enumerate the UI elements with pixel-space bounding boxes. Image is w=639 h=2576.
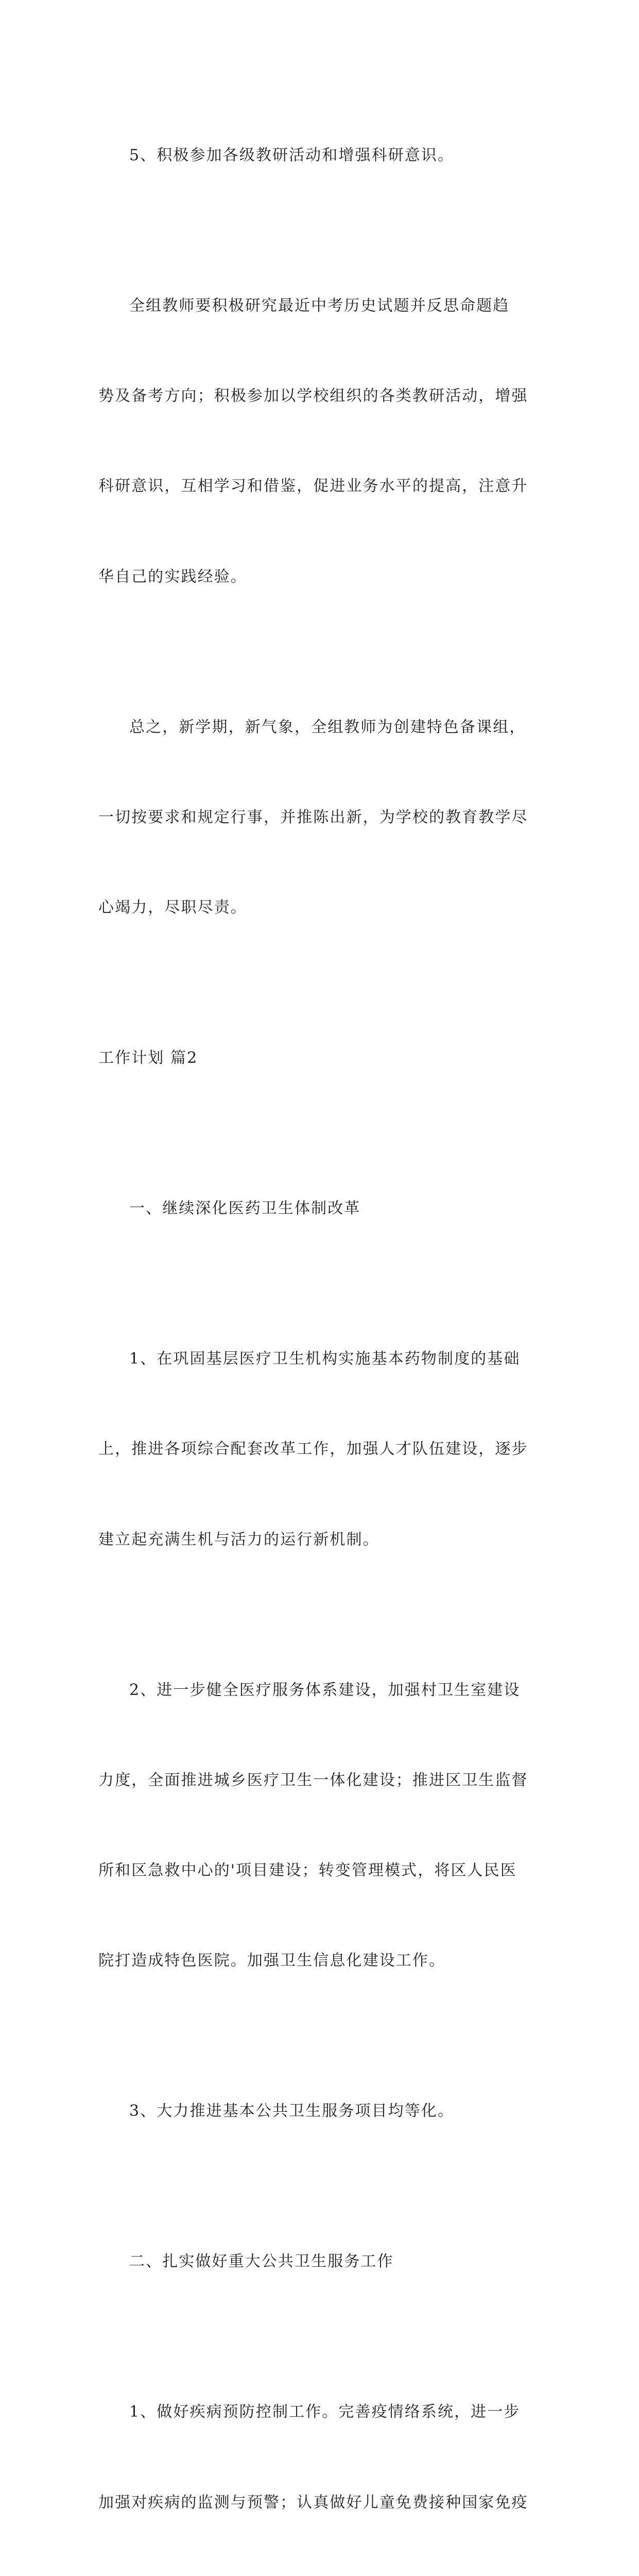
- text-line: 心竭力，尽职尽责。: [98, 898, 247, 917]
- text-line: 华自己的实践经验。: [98, 567, 247, 586]
- paragraph: [98, 2337, 551, 2576]
- text-line: 全组教师要积极研究最近中考历史试题并反思命题趋: [129, 296, 510, 315]
- text-line: 一、继续深化医药卫生体制改革: [129, 1199, 361, 1218]
- paragraph: [98, 2036, 551, 2187]
- paragraph: [98, 231, 551, 652]
- text-line: 2、进一步健全医疗服务体系建设，加强村卫生室建设: [129, 1681, 521, 1699]
- text-line: 二、扎实做好重大公共卫生服务工作: [129, 2252, 394, 2271]
- text-line: 加强对疾病的监测与预警；认真做好儿童免费接种国家免疫: [98, 2493, 528, 2512]
- paragraph: [98, 80, 551, 231]
- text-line: 5、积极参加各级教研活动和增强科研意识。: [129, 146, 455, 164]
- text-line: 科研意识，互相学习和借鉴，促进业务水平的提高，注意升: [98, 477, 528, 496]
- text-line: 建立起充满生机与活力的运行新机制。: [98, 1530, 379, 1549]
- text-line: 一切按要求和规定行事，并推陈出新，为学校的教育教学尽: [98, 808, 528, 826]
- paragraph: [98, 1615, 551, 2037]
- text-line: 3、大力推进基本公共卫生服务项目均等化。: [129, 2102, 455, 2121]
- section-heading: [98, 983, 551, 1133]
- text-line: 力度，全面推进城乡医疗卫生一体化建设；推进区卫生监督: [98, 1771, 528, 1789]
- text-line: 1、做好疾病预防控制工作。完善疫情络系统，进一步: [129, 2403, 521, 2421]
- text-line: 院打造成特色医院。加强卫生信息化建设工作。: [98, 1952, 446, 1970]
- text-line: 上，推进各项综合配套改革工作，加强人才队伍建设，逐步: [98, 1440, 528, 1459]
- document-body: [98, 80, 551, 2576]
- paragraph: [98, 1284, 551, 1615]
- text-line: 工作计划 篇2: [98, 1049, 198, 1067]
- paragraph: [98, 652, 551, 983]
- text-line: 势及备考方向；积极参加以学校组织的各类教研活动，增强: [98, 387, 528, 405]
- text-line: 所和区急救中心的'项目建设；转变管理模式，将区人民医: [98, 1861, 517, 1879]
- text-line: 总之，新学期，新气象，全组教师为创建特色备课组，: [129, 718, 526, 736]
- paragraph: [98, 1133, 551, 1284]
- text-line: 1、在巩固基层医疗卫生机构实施基本药物制度的基础: [129, 1350, 521, 1368]
- paragraph: [98, 2187, 551, 2337]
